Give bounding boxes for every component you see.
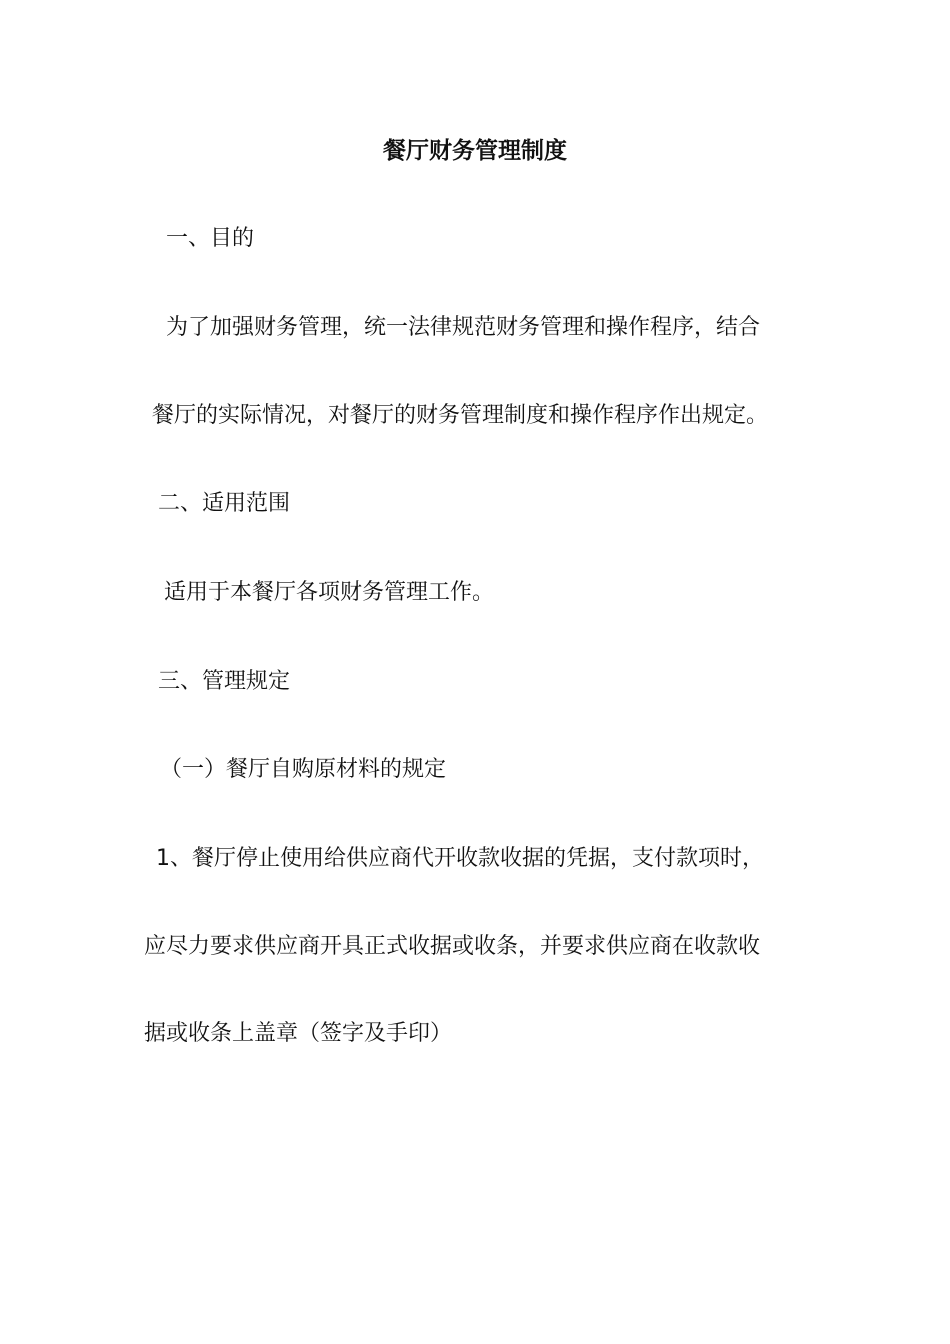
purpose-paragraph-line-2: 餐厅的实际情况，对餐厅的财务管理制度和操作程序作出规定。 bbox=[152, 403, 769, 428]
item-1-line-1: 1、餐厅停止使用给供应商代开收款收据的凭据，支付款项时， bbox=[156, 846, 764, 871]
section-heading-rules: 三、管理规定 bbox=[158, 669, 291, 694]
document-title: 餐厅财务管理制度 bbox=[383, 138, 567, 164]
subsection-heading-raw-materials: （一）餐厅自购原材料的规定 bbox=[160, 757, 447, 782]
section-heading-purpose: 一、目的 bbox=[166, 226, 255, 251]
item-1-line-2: 应尽力要求供应商开具正式收据或收条，并要求供应商在收款收 bbox=[144, 934, 761, 959]
item-1-line-3: 据或收条上盖章（签字及手印） bbox=[144, 1021, 453, 1046]
purpose-paragraph-line-1: 为了加强财务管理，统一法律规范财务管理和操作程序，结合 bbox=[166, 315, 761, 340]
section-heading-scope: 二、适用范围 bbox=[158, 491, 291, 516]
scope-paragraph: 适用于本餐厅各项财务管理工作。 bbox=[164, 580, 495, 605]
